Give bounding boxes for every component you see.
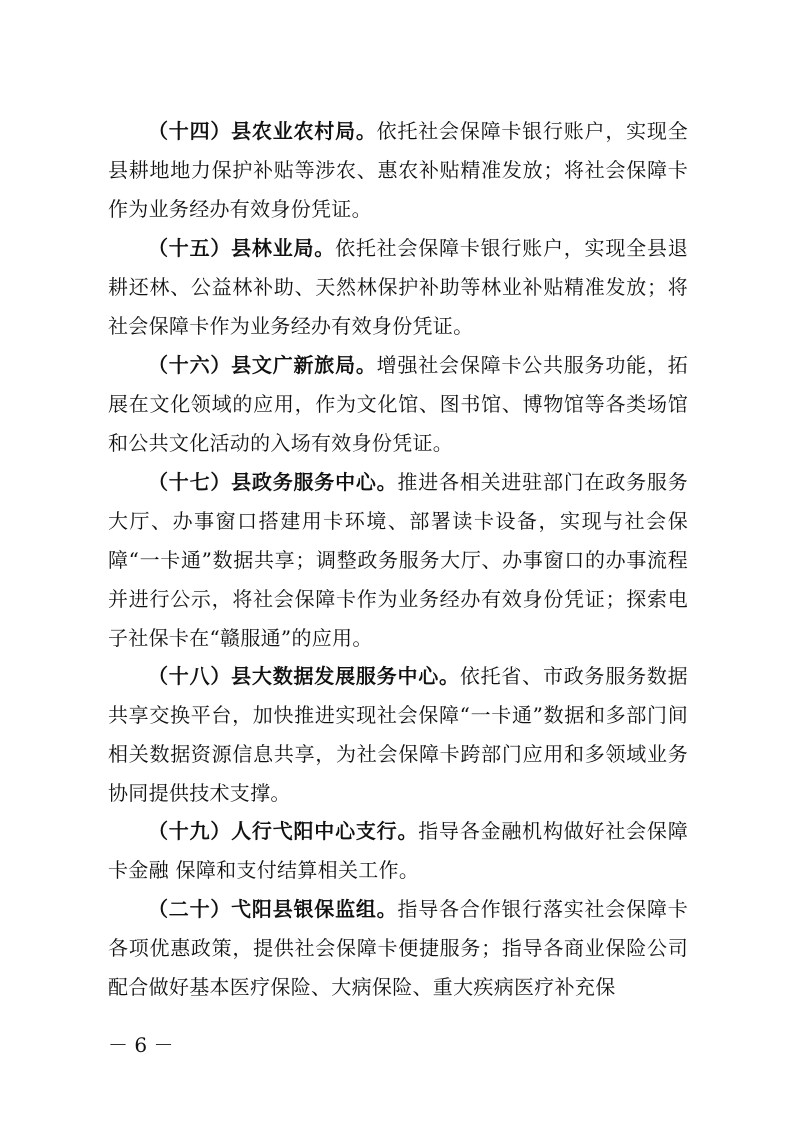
paragraph-heading: （十七）县政务服务中心。 bbox=[148, 470, 398, 494]
paragraph-agriculture-bureau bbox=[108, 112, 688, 229]
paragraph-body: 指导各金融机构做好社会保障卡金融 保障和支付结算相关工作。 bbox=[108, 819, 688, 882]
paragraph-government-service-center bbox=[108, 463, 688, 658]
paragraph-body: 依托社会保障卡银行账户，实现全县耕地地力保护补贴等涉农、惠农补贴精准发放；将社会保障卡作为业务经办有效身份凭证。 bbox=[108, 119, 688, 221]
paragraph-body: 推进各相关进驻部门在政务服务大厅、办事窗口搭建用卡环境、部署读卡设备，实现与社会保障“一卡通”数据共享；调整政务服务大厅、办事窗口的办事流程并进行公示，将社会保障卡作为业务经办有效身份凭证；探索电子社保卡在“赣服通”的应用。 bbox=[108, 470, 688, 650]
paragraph-body: 指导各合作银行落实社会保障卡各项优惠政策，提供社会保障卡便捷服务；指导各商业保险公司配合做好基本医疗保险、大病保险、重大疾病医疗补充保 bbox=[108, 897, 688, 999]
paragraph-body: 依托省、市政务服务数据共享交换平台，加快推进实现社会保障“一卡通”数据和多部门间相关数据资源信息共享，为社会保障卡跨部门应用和多领域业务协同提供技术支撑。 bbox=[108, 664, 688, 805]
page-number: － 6 － bbox=[108, 1033, 174, 1057]
paragraph-heading: （十六）县文广新旅局。 bbox=[148, 353, 377, 377]
paragraph-central-bank-branch bbox=[108, 812, 688, 890]
paragraph-body: 依托社会保障卡银行账户，实现全县退耕还林、公益林补助、天然林保护补助等林业补贴精准发放；将社会保障卡作为业务经办有效身份凭证。 bbox=[108, 236, 688, 338]
paragraph-heading: （十五）县林业局。 bbox=[148, 236, 336, 260]
paragraph-banking-insurance-group bbox=[108, 890, 688, 1007]
paragraph-heading: （二十）弋阳县银保监组。 bbox=[148, 897, 398, 921]
paragraph-big-data-center bbox=[108, 657, 688, 813]
paragraph-heading: （十八）县大数据发展服务中心。 bbox=[148, 664, 460, 688]
paragraph-body: 增强社会保障卡公共服务功能，拓展在文化领域的应用，作为文化馆、图书馆、博物馆等各类场馆和公共文化活动的入场有效身份凭证。 bbox=[108, 353, 688, 455]
paragraph-forestry-bureau bbox=[108, 229, 688, 346]
paragraph-heading: （十九）人行弋阳中心支行。 bbox=[148, 819, 419, 843]
paragraph-heading: （十四）县农业农村局。 bbox=[148, 119, 377, 143]
paragraph-culture-tourism-bureau bbox=[108, 346, 688, 463]
